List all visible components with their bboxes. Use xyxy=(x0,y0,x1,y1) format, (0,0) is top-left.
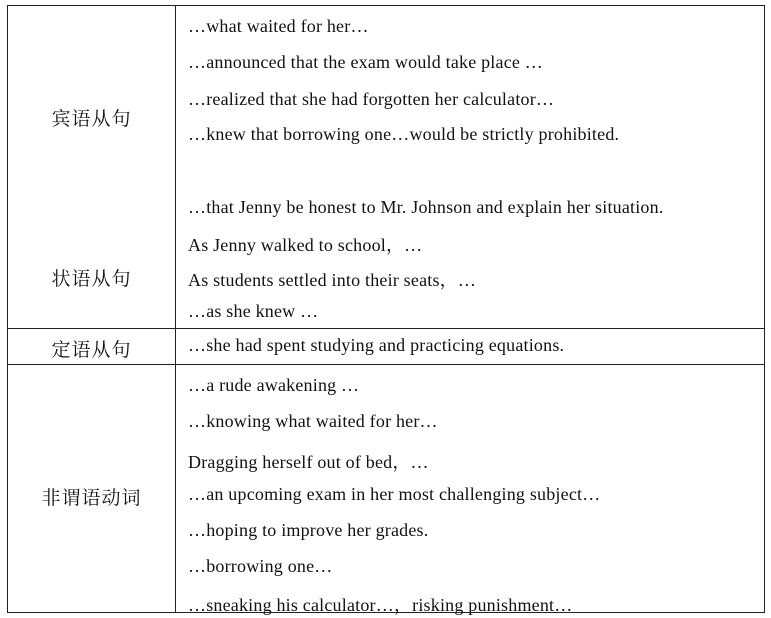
example-line: …that Jenny be honest to Mr. Johnson and explain her situation. xyxy=(188,197,664,217)
clause-section-attributive xyxy=(8,328,764,364)
section-label-object-clause: 宾语从句 xyxy=(51,108,132,130)
section-label-adverbial-clause: 状语从句 xyxy=(51,268,132,290)
example-line: …as she knew … xyxy=(188,301,319,321)
example-line: …she had spent studying and practicing equations. xyxy=(188,335,565,355)
example-line: As Jenny walked to school，… xyxy=(188,235,423,255)
clause-section-object-adverbial xyxy=(8,6,764,324)
example-line: As students settled into their seats，… xyxy=(188,270,477,290)
section-label-nonfinite-verb: 非谓语动词 xyxy=(41,487,142,509)
example-line: …hoping to improve her grades. xyxy=(188,520,429,540)
section-label-attributive-clause: 定语从句 xyxy=(51,339,132,361)
example-line: …realized that she had forgotten her calculator… xyxy=(188,89,555,109)
clause-section-nonfinite xyxy=(8,364,764,614)
example-line: …knew that borrowing one…would be strictly prohibited. xyxy=(188,124,620,144)
example-line: …what waited for her… xyxy=(188,16,369,36)
example-line: …an upcoming exam in her most challenging subject… xyxy=(188,484,601,504)
grammar-table xyxy=(7,5,765,613)
example-line: …borrowing one… xyxy=(188,556,333,576)
example-line: …knowing what waited for her… xyxy=(188,411,438,431)
example-line: …sneaking his calculator…，risking punishment… xyxy=(188,595,573,615)
example-line: Dragging herself out of bed，… xyxy=(188,452,429,472)
example-line: …a rude awakening … xyxy=(188,375,360,395)
example-line: …announced that the exam would take place … xyxy=(188,52,543,72)
